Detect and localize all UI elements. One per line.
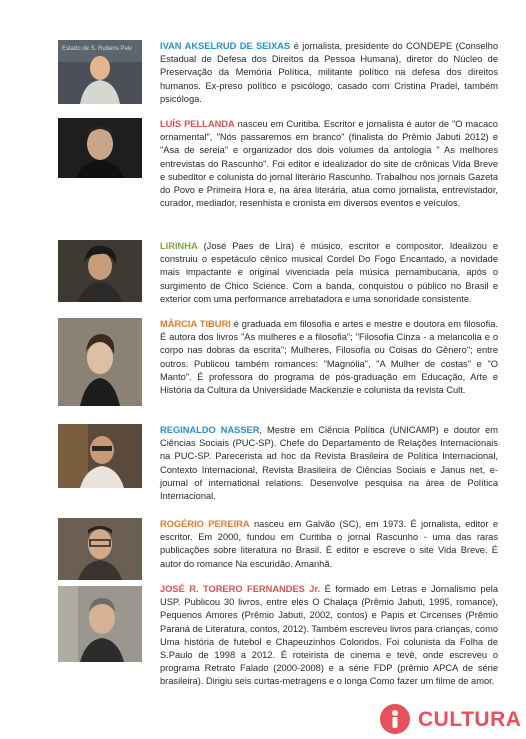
bio-description: (José Paes de Lira) é músico, escritor e compositor. Idealizou e construiu o espetáculo cênico musical Cordel Do Fogo Encantado, a novidade mais impactante e original vivenciada pela música pernambucana, após o surgimento de Chico Science. Com a banda, conquistou o público no Brasil e exterior com uma performance arrebatadora e uma sonoridade consistente. <box>160 241 498 304</box>
cultura-logo-text: CULTURA <box>418 708 522 731</box>
portrait-photo <box>58 518 142 580</box>
portrait-image <box>58 586 142 662</box>
portrait-photo <box>58 40 142 104</box>
portrait-image <box>58 518 142 580</box>
portrait-image <box>58 240 142 302</box>
bio-name: MÁRCIA TIBURI <box>160 319 231 329</box>
cultura-logo-icon <box>380 704 410 734</box>
bio-description: É formado em Letras e Jornalismo pela USP. Publicou 30 livros, entre eles O Chalaça (Prêmio Jabuti, 1995, romance), Pequenos Amores (Prêmio Jabuti, 2002, contos) e Papis et Circenses (Prêmio Paraná de Literatura, contos, 2012). Também escreveu livros para crianças, como Uma história de futebol e Chapeuzinhos Coloridos. Foi colunista da Folha de S.Paulo de 1998 a 2012. É roteirista de cinema e tevê, onde escreveu o programa Retrato Falado (2000-2008) e a série FDP (prêmio APCA de série brasileira). Dirigiu seis curtas-metragens e o longa Como fazer um filme de amor. <box>160 584 498 687</box>
portrait-photo <box>58 118 142 178</box>
bio-name: JOSÉ R. TORERO FERNANDES Jr. <box>160 584 321 594</box>
bio-description: é graduada em filosofia e artes e mestre e doutora em filosofia. É autora dos livros "As mulheres e a filosofia"; "Filosofia Cinza - a melancolia e o corpo nas dobras da escrita"; Mulheres, Filosofia ou Coisas do Gênero"; entre outros. Publicou também romances: "Magnólia", "A Mulher de costas" e "O Manto". É professora do programa de pós-graduação em Educação, Arte e História da Cultura da Universidade Mackenzie e colunista da revista Cult. <box>160 319 498 396</box>
bio-description: , Mestre em Ciência Política (UNICAMP) e doutor em Ciências Sociais (PUC-SP). Chefe do Departamento de Relações Internacionais na PUC-SP. Parecerista ad hoc da Revista Brasileira de Política Internacional, Contexto Internacional, Revista Brasileira de Ciências Sociais e Janus net, e-journal of international relations. Desenvolve pesquisa na área de Política Internacional. <box>160 425 499 502</box>
photo-caption: Estado de S. Rubens Paiv <box>62 46 133 52</box>
bio-text <box>160 118 498 210</box>
cultura-logo <box>378 704 526 734</box>
bio-text <box>160 583 498 689</box>
bio-text <box>160 240 498 306</box>
bio-name: LUÍS PELLANDA <box>160 119 235 129</box>
portrait-photo <box>58 424 142 488</box>
portrait-image <box>58 40 142 104</box>
portrait-photo <box>58 240 142 302</box>
portrait-image <box>58 318 142 406</box>
bio-description: nasceu em Curitiba. Escritor e jornalista é autor de "O macaco ornamental", "Nós passaremos em branco" (finalista do Prêmio Jabuti 2012) e "Asa de sereia" e organizador dos dois volumes da antologia " As melhores entrevistas do Rascunho". Foi editor e idealizador do site de crônicas Vida Breve e subeditor e colunista do jornal literário Rascunho. Trabalhou nos jornais Gazeta do Povo e Primeira Hora e, na área literária, atua como jornalista, entrevistador, curador, mediador, resenhista e cronista em diversos eventos e veículos. <box>160 119 498 209</box>
bio-description: nasceu em Galvão (SC), em 1973. É jornalista, editor e escritor. Em 2000, fundou em Curitiba o jornal Rascunho - uma das raras publicações sobre literatura no Brasil. É editor e escreve o site Vida Breve. É autor do romance Na escuridão. Amanhã. <box>160 519 498 569</box>
bio-text <box>160 40 498 106</box>
bio-name: IVAN AKSELRUD DE SEIXAS <box>160 41 291 51</box>
portrait-photo <box>58 318 142 406</box>
bio-description: é jornalista, presidente do CONDEPE (Conselho Estadual de Defesa dos Direitos da Pessoa Humana), diretor do Núcleo de Preservação da Memória Política, militante político na defesa dos direitos humanos. Ex-preso político e psicólogo, casado com Cristina Pradel, também psicóloga. <box>160 41 498 104</box>
portrait-photo <box>58 586 142 662</box>
bio-name: ROGÉRIO PEREIRA <box>160 519 250 529</box>
bio-text <box>160 518 498 571</box>
bio-name: LIRINHA <box>160 241 198 251</box>
bio-name: REGINALDO NASSER <box>160 425 260 435</box>
portrait-image <box>58 118 142 178</box>
bio-text <box>160 424 498 503</box>
bio-text <box>160 318 498 397</box>
portrait-image <box>58 424 142 488</box>
